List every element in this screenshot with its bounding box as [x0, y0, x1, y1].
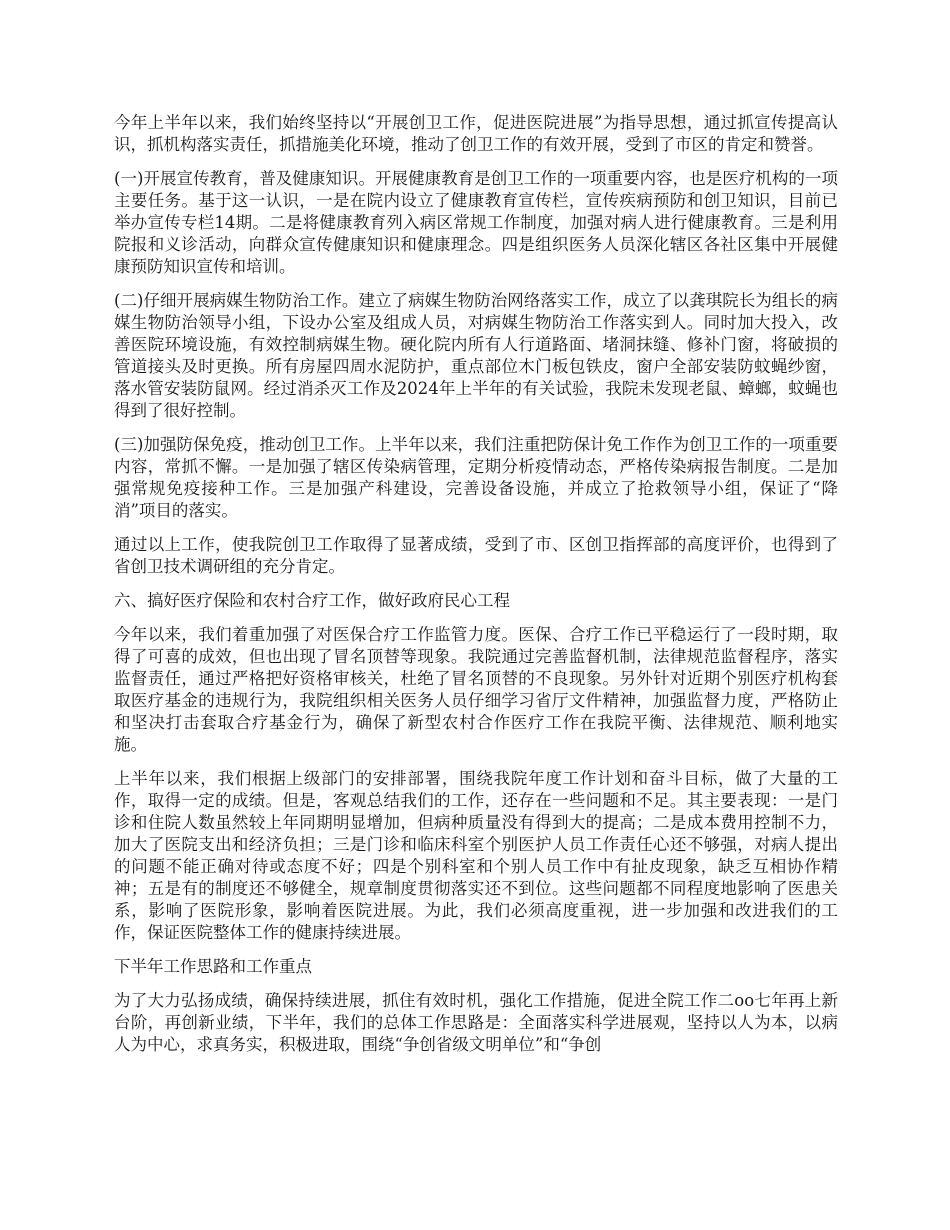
paragraph-achievement: 通过以上工作，使我院创卫工作取得了显著成绩，受到了市、区创卫指挥部的高度评价，也得到了省创卫技术调研组的充分肯定。 [114, 535, 838, 576]
section-heading-insurance: 六、搞好医疗保险和农村合疗工作，做好政府民心工程 [114, 591, 510, 610]
paragraph-immunization: (三)加强防保免疫，推动创卫工作。上半年以来，我们注重把防保计免工作作为创卫工作的一项重要内容，常抓不懈。一是加强了辖区传染病管理，定期分析疫情动态，严格传染病报告制度。二是加强常规免疫接种工作。三是加强产科建设，完善设备设施，并成立了抢救领导小组，保证了“降消”项目的落实。 [114, 435, 838, 520]
paragraph-vector-control: (二)仔细开展病媒生物防治工作。建立了病媒生物防治网络落实工作，成立了以龚琪院长为组长的病媒生物防治领导小组，下设办公室及组成人员，对病媒生物防治工作落实到人。同时加大投入，改善医院环境设施，有效控制病媒生物。硬化院内所有人行道路面、堵洞抹缝、修补门窗，将破损的管道接头及时更换。所有房屋四周水泥防护，重点部位木门板包铁皮，窗户全部安装防蚊蝇纱窗，落水管安装防鼠网。经过消杀灭工作及2024年上半年的有关试验，我院未发现老鼠、蟑螂，蚊蝇也得到了很好控制。 [114, 291, 838, 420]
paragraph-intro: 今年上半年以来，我们始终坚持以“开展创卫工作，促进医院进展”为指导思想，通过抓宣传提高认识，抓机构落实责任，抓措施美化环境，推动了创卫工作的有效开展，受到了市区的肯定和赞誉。 [114, 113, 838, 154]
paragraph-health-education: (一)开展宣传教育，普及健康知识。开展健康教育是创卫工作的一项重要内容，也是医疗机构的一项主要任务。基于这一认识，一是在院内设立了健康教育宣传栏，宣传疾病预防和创卫知识，目前已举办宣传专栏14期。二是将健康教育列入病区常规工作制度，加强对病人进行健康教育。三是利用院报和义诊活动，向群众宣传健康知识和健康理念。四是组织医务人员深化辖区各社区集中开展健康预防知识宣传和培训。 [114, 169, 838, 276]
document-body [114, 112, 838, 1068]
paragraph-insurance: 今年以来，我们着重加强了对医保合疗工作监管力度。医保、合疗工作已平稳运行了一段时期，取得了可喜的成效，但也出现了冒名顶替等现象。我院通过完善监督机制，法律规范监督程序，落实监督责任，通过严格把好资格审核关，杜绝了冒名顶替的不良现象。另外针对近期个别医疗机构套取医疗基金的违规行为，我院组织相关医务人员仔细学习省厅文件精神，加强监督力度，严格防止和坚决打击套取合疗基金行为，确保了新型农村合作医疗工作在我院平衡、法律规范、顺利地实施。 [114, 625, 838, 754]
section-heading-second-half: 下半年工作思路和工作重点 [114, 957, 312, 976]
paragraph-problems: 上半年以来，我们根据上级部门的安排部署，围绕我院年度工作计划和奋斗目标，做了大量的工作，取得一定的成绩。但是，客观总结我们的工作，还存在一些问题和不足。其主要表现：一是门诊和住院人数虽然较上年同期明显增加，但病种质量没有得到大的提高；二是成本费用控制不力，加大了医院支出和经济负担；三是门诊和临床科室个别医护人员工作责任心还不够强，对病人提出的问题不能正确对待或态度不好；四是个别科室和个别人员工作中有扯皮现象，缺乏互相协作精神；五是有的制度还不够健全，规章制度贯彻落实还不到位。这些问题都不同程度地影响了医患关系，影响了医院形象，影响着医院进展。为此，我们必须高度重视，进一步加强和改进我们的工作，保证医院整体工作的健康持续进展。 [114, 769, 838, 942]
paragraph-second-half-plan: 为了大力弘扬成绩，确保持续进展，抓住有效时机，强化工作措施，促进全院工作二oo七年再上新台阶，再创新业绩，下半年，我们的总体工作思路是：全面落实科学进展观，坚持以人为本，以病人为中心，求真务实，积极进取，围绕“争创省级文明单位”和“争创 [114, 991, 838, 1054]
